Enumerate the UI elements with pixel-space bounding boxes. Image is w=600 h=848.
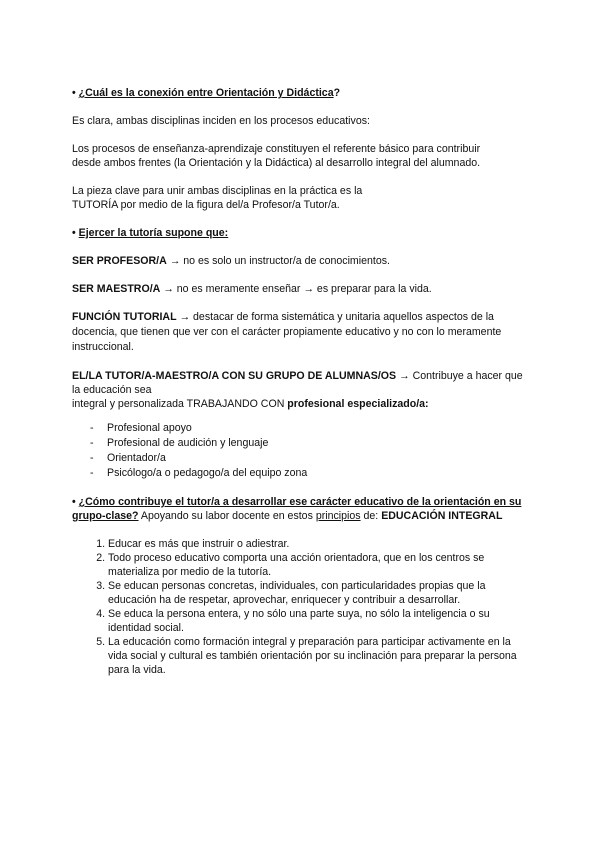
question-ejercer: [72, 226, 532, 240]
list-item: 5. La educación como formación integral y preparación para participar activamente en la vida social y cultural es también orientación por su inclinación para preparar la persona para la vida.: [108, 635, 532, 677]
question-como-colon: de:: [360, 510, 382, 522]
ser-maestro-label: SER MAESTRO/A: [72, 283, 161, 295]
paragraph-tutoria-line2: TUTORÍA por medio de la figura del/a Profesor/a Tutor/a.: [72, 199, 340, 211]
principios-list: [72, 537, 532, 677]
question-ejercer-title: Ejercer la tutoría supone que:: [78, 227, 229, 239]
list-item: - Profesional apoyo: [90, 421, 532, 436]
list-item: 3. Se educan personas concretas, individuales, con particularidades propias que la educación ha de respetar, aprovechar, enriquecer y contribuir a desarrollar.: [108, 579, 532, 607]
list-item: 4. Se educa la persona entera, y no sólo una parte suya, no sólo la inteligencia o su identidad social.: [108, 607, 532, 635]
question-como-contribuye: [72, 495, 532, 523]
ser-maestro-text: → no es meramente enseñar → es preparar para la vida.: [160, 283, 432, 295]
bullet: •: [72, 87, 76, 99]
item-ser-maestro: [72, 282, 532, 296]
bullet: •: [72, 227, 76, 239]
ser-profesor-text: → no es solo un instructor/a de conocimientos.: [166, 255, 390, 267]
grupo-line2: [72, 397, 532, 411]
paragraph-clara: Es clara, ambas disciplinas inciden en los procesos educativos:: [72, 115, 370, 127]
question-como-text: Apoyando su labor docente en estos: [138, 510, 316, 522]
bullet: •: [72, 496, 76, 508]
funcion-tutorial-label: FUNCIÓN TUTORIAL: [72, 311, 177, 323]
question-conexion-title: ¿Cuál es la conexión entre Orientación y Didáctica: [78, 87, 334, 99]
paragraph-tutoria-line1: La pieza clave para unir ambas disciplinas en la práctica es la: [72, 185, 363, 197]
list-item: 2. Todo proceso educativo comporta una acción orientadora, que en los centros se materializa por medio de la tutoría.: [108, 551, 532, 579]
item-ser-profesor: [72, 254, 532, 268]
list-item: - Profesional de audición y lenguaje: [90, 436, 532, 451]
grupo-label: EL/LA TUTOR/A-MAESTRO/A CON SU GRUPO DE ALUMNAS/OS: [72, 370, 397, 382]
ser-profesor-label: SER PROFESOR/A: [72, 255, 167, 267]
question-como-title: ¿Cómo contribuye el tutor/a a desarrollar ese carácter educativo de la orientación en su grupo-clase?: [72, 496, 522, 522]
item-grupo-alumnas: [72, 369, 532, 411]
funcion-tutorial-text: → destacar de forma sistemática y unitaria aquellos aspectos de la docencia, que tienen que ver con el carácter propiamente educativo y no con lo meramente instruccional.: [72, 311, 502, 353]
profesionales-list: [72, 421, 532, 481]
list-item: 1. Educar es más que instruir o adiestrar.: [108, 537, 532, 551]
list-item: - Orientador/a: [90, 451, 532, 466]
educacion-integral: EDUCACIÓN INTEGRAL: [381, 510, 503, 522]
principios-link-text: principios: [315, 510, 361, 522]
question-mark: ?: [333, 87, 341, 99]
document-page: [72, 86, 532, 677]
paragraph-procesos: [72, 142, 532, 170]
paragraph-procesos-line1: Los procesos de enseñanza-aprendizaje constituyen el referente básico para contribuir: [72, 143, 481, 155]
paragraph-tutoria: [72, 184, 532, 212]
item-funcion-tutorial: [72, 310, 532, 355]
list-item: - Psicólogo/a o pedagogo/a del equipo zona: [90, 466, 532, 481]
grupo-bold-end: profesional especializado/a:: [287, 398, 429, 410]
question-conexion: [72, 86, 532, 100]
grupo-text2: integral y personalizada TRABAJANDO CON: [72, 398, 288, 410]
grupo-text1: → Contribuye a hacer que la educación sea: [72, 370, 523, 396]
paragraph-procesos-line2: desde ambos frentes (la Orientación y la Didáctica) al desarrollo integral del alumnado.: [72, 157, 481, 169]
